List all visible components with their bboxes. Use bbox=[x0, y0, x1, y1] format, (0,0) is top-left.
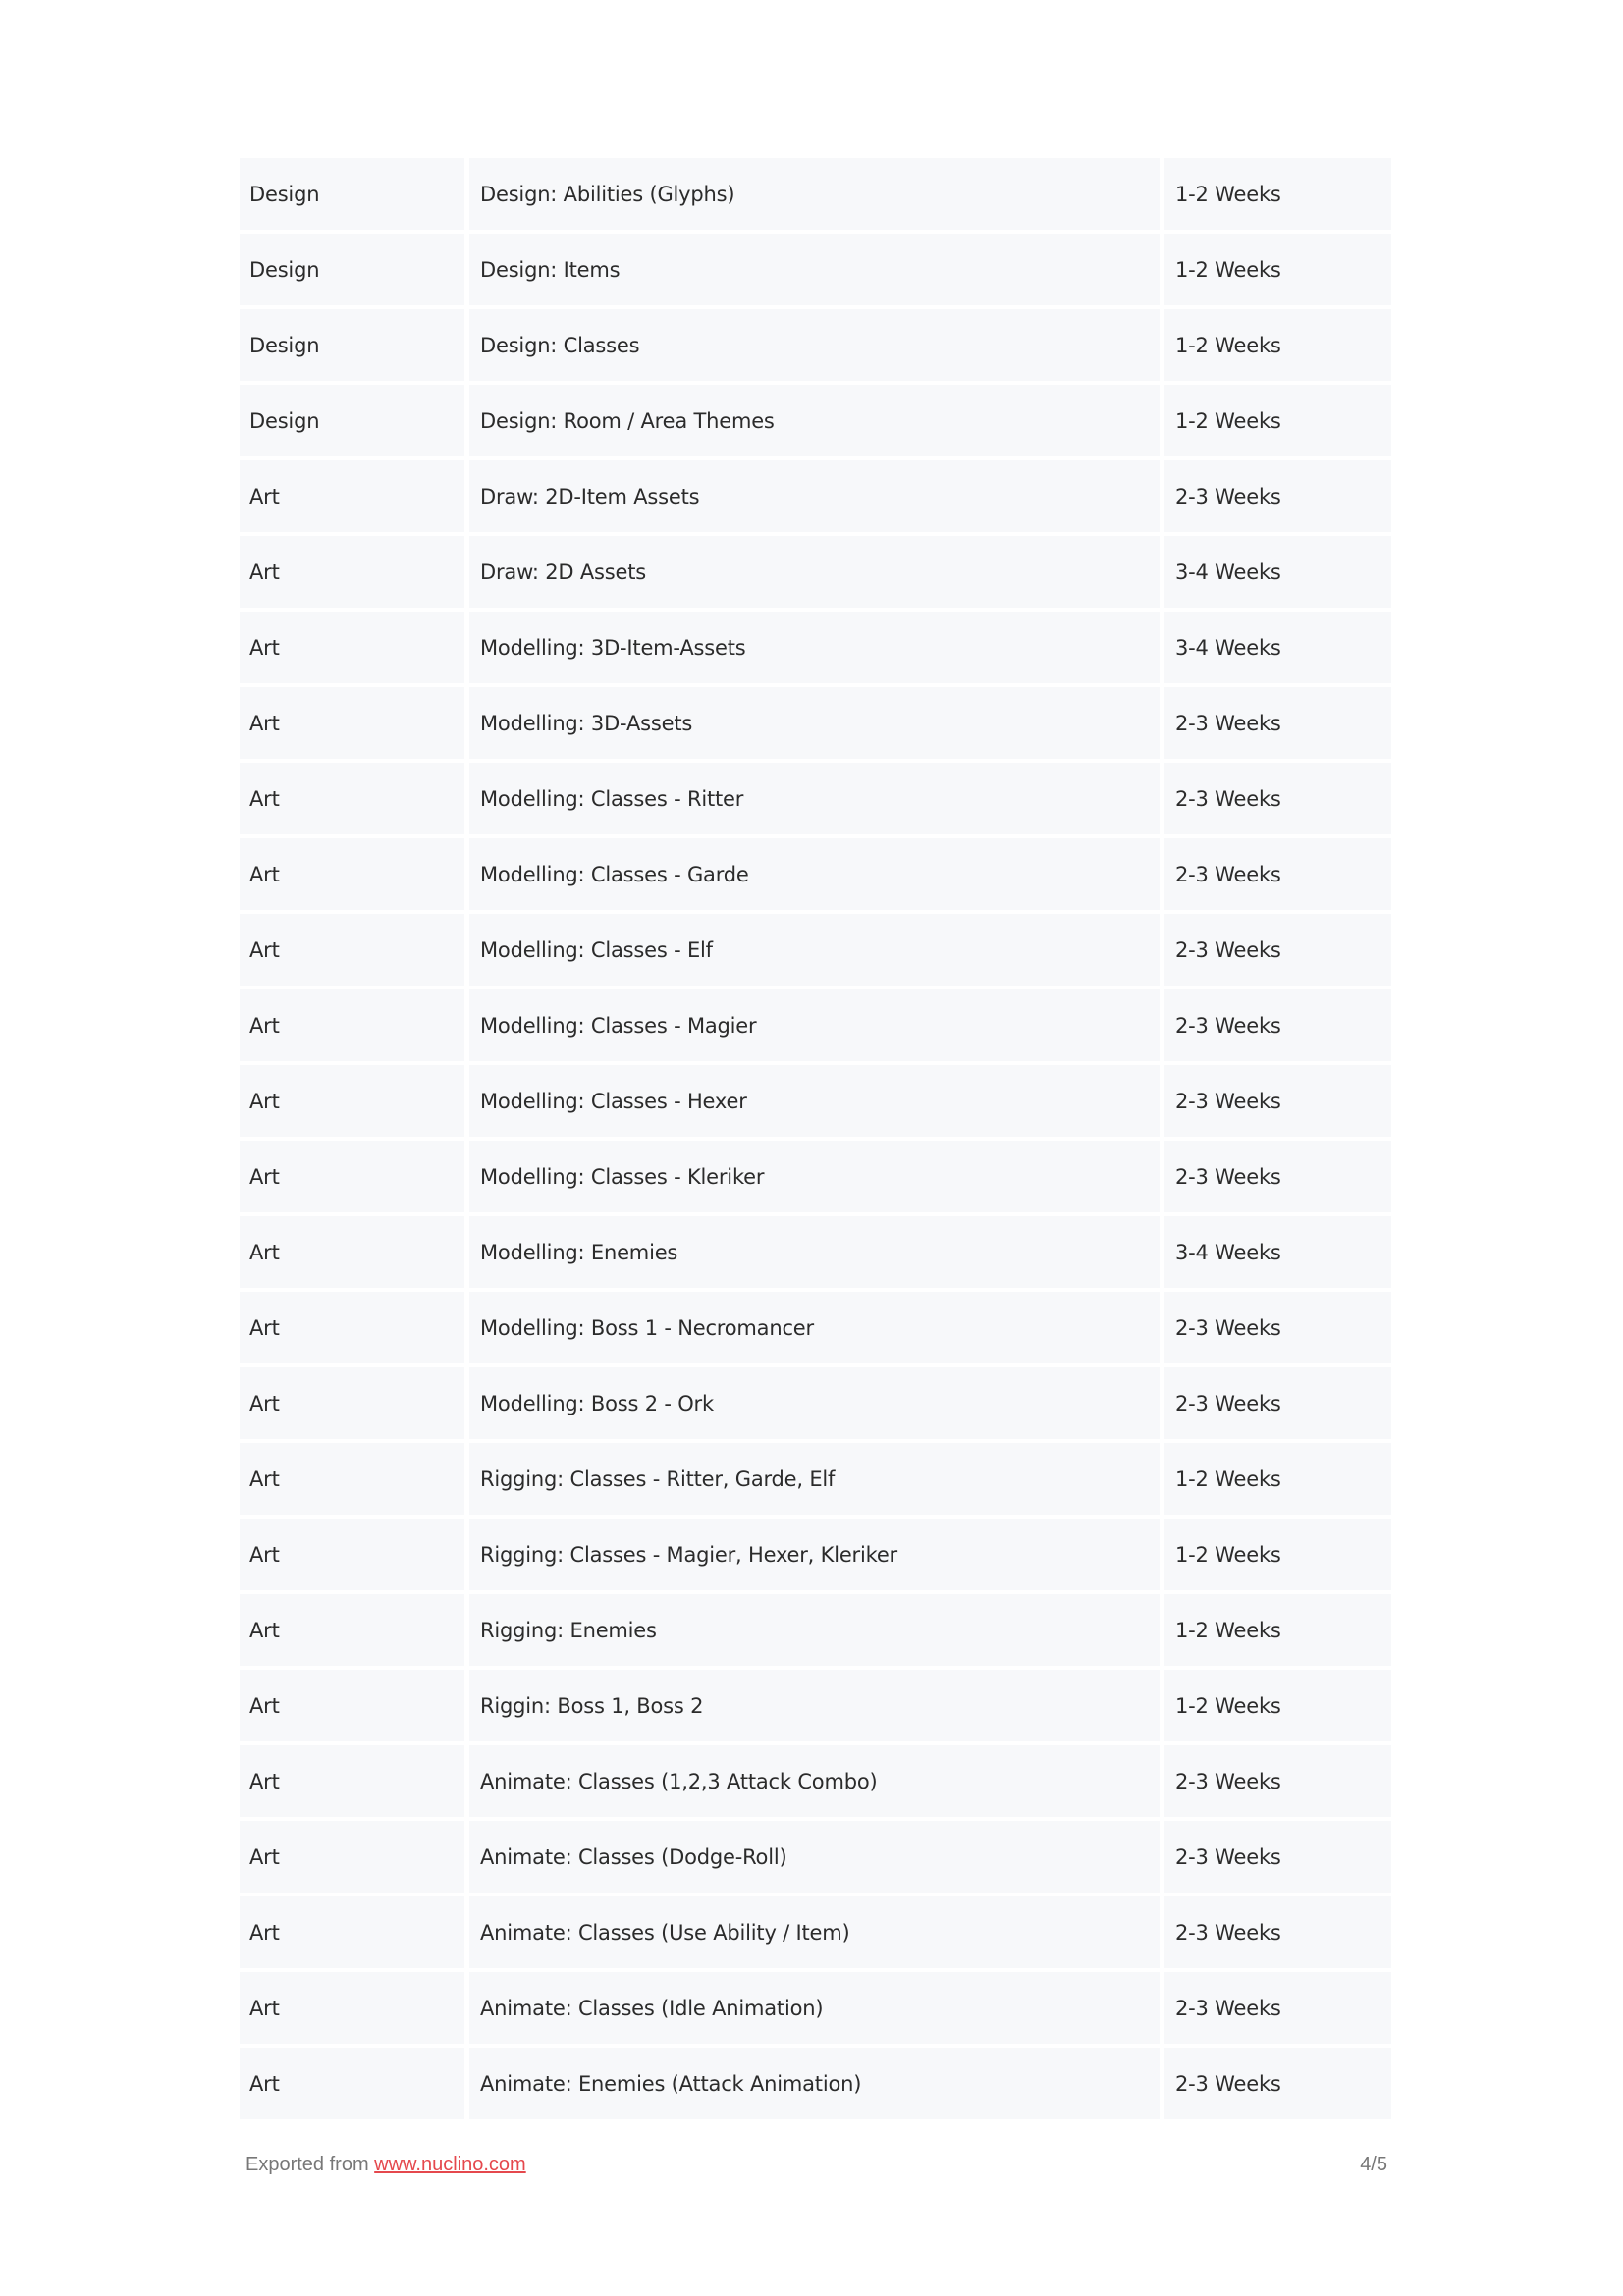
category-cell: Art bbox=[240, 1367, 464, 1439]
table-row bbox=[240, 309, 1391, 381]
task-cell: Animate: Classes (Dodge-Roll) bbox=[469, 1821, 1160, 1893]
duration-cell: 2-3 Weeks bbox=[1164, 838, 1391, 910]
table-row bbox=[240, 763, 1391, 834]
task-cell: Rigging: Classes - Magier, Hexer, Kleriker bbox=[469, 1519, 1160, 1590]
duration-cell: 1-2 Weeks bbox=[1164, 234, 1391, 305]
duration-cell: 2-3 Weeks bbox=[1164, 1065, 1391, 1137]
duration-cell: 2-3 Weeks bbox=[1164, 763, 1391, 834]
task-cell: Design: Abilities (Glyphs) bbox=[469, 158, 1160, 230]
category-cell: Art bbox=[240, 2048, 464, 2119]
table-row bbox=[240, 158, 1391, 230]
category-cell: Art bbox=[240, 1745, 464, 1817]
category-cell: Art bbox=[240, 1670, 464, 1741]
category-cell: Art bbox=[240, 1065, 464, 1137]
nuclino-link[interactable]: www.nuclino.com bbox=[374, 2154, 526, 2175]
category-cell: Art bbox=[240, 460, 464, 532]
category-cell: Design bbox=[240, 385, 464, 456]
duration-cell: 1-2 Weeks bbox=[1164, 158, 1391, 230]
export-note bbox=[245, 2154, 526, 2176]
table-row bbox=[240, 1745, 1391, 1817]
task-cell: Modelling: Classes - Elf bbox=[469, 914, 1160, 986]
table-row bbox=[240, 385, 1391, 456]
task-cell: Design: Items bbox=[469, 234, 1160, 305]
duration-cell: 2-3 Weeks bbox=[1164, 1972, 1391, 2044]
category-cell: Design bbox=[240, 234, 464, 305]
duration-cell: 2-3 Weeks bbox=[1164, 1367, 1391, 1439]
task-cell: Draw: 2D-Item Assets bbox=[469, 460, 1160, 532]
table-row bbox=[240, 687, 1391, 759]
export-note-prefix: Exported from bbox=[245, 2154, 375, 2175]
duration-cell: 2-3 Weeks bbox=[1164, 2048, 1391, 2119]
category-cell: Art bbox=[240, 687, 464, 759]
page-number: 4/5 bbox=[1360, 2154, 1387, 2175]
category-cell: Art bbox=[240, 1443, 464, 1515]
category-cell: Art bbox=[240, 914, 464, 986]
category-cell: Art bbox=[240, 1821, 464, 1893]
table-row bbox=[240, 1216, 1391, 1288]
duration-cell: 1-2 Weeks bbox=[1164, 385, 1391, 456]
duration-cell: 2-3 Weeks bbox=[1164, 687, 1391, 759]
category-cell: Art bbox=[240, 989, 464, 1061]
task-cell: Modelling: Boss 1 - Necromancer bbox=[469, 1292, 1160, 1363]
duration-cell: 2-3 Weeks bbox=[1164, 460, 1391, 532]
task-cell: Animate: Classes (Idle Animation) bbox=[469, 1972, 1160, 2044]
table-row bbox=[240, 234, 1391, 305]
table-row bbox=[240, 1065, 1391, 1137]
category-cell: Art bbox=[240, 1972, 464, 2044]
table-row bbox=[240, 1367, 1391, 1439]
table-row bbox=[240, 1821, 1391, 1893]
table-row bbox=[240, 989, 1391, 1061]
category-cell: Art bbox=[240, 1896, 464, 1968]
duration-cell: 2-3 Weeks bbox=[1164, 1745, 1391, 1817]
task-cell: Design: Room / Area Themes bbox=[469, 385, 1160, 456]
category-cell: Art bbox=[240, 1292, 464, 1363]
category-cell: Art bbox=[240, 838, 464, 910]
table-row bbox=[240, 612, 1391, 683]
duration-cell: 2-3 Weeks bbox=[1164, 1141, 1391, 1212]
task-cell: Modelling: Classes - Magier bbox=[469, 989, 1160, 1061]
duration-cell: 3-4 Weeks bbox=[1164, 612, 1391, 683]
task-cell: Rigging: Classes - Ritter, Garde, Elf bbox=[469, 1443, 1160, 1515]
table-row bbox=[240, 1670, 1391, 1741]
task-cell: Riggin: Boss 1, Boss 2 bbox=[469, 1670, 1160, 1741]
duration-cell: 3-4 Weeks bbox=[1164, 536, 1391, 608]
table-row bbox=[240, 1594, 1391, 1666]
task-cell: Modelling: Classes - Ritter bbox=[469, 763, 1160, 834]
table-row bbox=[240, 2048, 1391, 2119]
duration-cell: 1-2 Weeks bbox=[1164, 1670, 1391, 1741]
table-row bbox=[240, 1519, 1391, 1590]
category-cell: Art bbox=[240, 1141, 464, 1212]
category-cell: Design bbox=[240, 309, 464, 381]
task-cell: Design: Classes bbox=[469, 309, 1160, 381]
table-row bbox=[240, 460, 1391, 532]
table-row bbox=[240, 914, 1391, 986]
category-cell: Art bbox=[240, 1216, 464, 1288]
duration-cell: 2-3 Weeks bbox=[1164, 914, 1391, 986]
table-row bbox=[240, 1896, 1391, 1968]
duration-cell: 2-3 Weeks bbox=[1164, 989, 1391, 1061]
task-cell: Draw: 2D Assets bbox=[469, 536, 1160, 608]
table-row bbox=[240, 1141, 1391, 1212]
task-table bbox=[240, 158, 1391, 2123]
table-row bbox=[240, 1443, 1391, 1515]
duration-cell: 2-3 Weeks bbox=[1164, 1896, 1391, 1968]
task-cell: Modelling: Boss 2 - Ork bbox=[469, 1367, 1160, 1439]
category-cell: Art bbox=[240, 1594, 464, 1666]
category-cell: Art bbox=[240, 1519, 464, 1590]
page-footer bbox=[245, 2154, 1387, 2183]
task-cell: Animate: Enemies (Attack Animation) bbox=[469, 2048, 1160, 2119]
task-cell: Animate: Classes (1,2,3 Attack Combo) bbox=[469, 1745, 1160, 1817]
task-cell: Rigging: Enemies bbox=[469, 1594, 1160, 1666]
table-row bbox=[240, 1972, 1391, 2044]
table-row bbox=[240, 838, 1391, 910]
duration-cell: 1-2 Weeks bbox=[1164, 1594, 1391, 1666]
task-cell: Modelling: Classes - Kleriker bbox=[469, 1141, 1160, 1212]
duration-cell: 2-3 Weeks bbox=[1164, 1821, 1391, 1893]
duration-cell: 1-2 Weeks bbox=[1164, 1443, 1391, 1515]
duration-cell: 1-2 Weeks bbox=[1164, 1519, 1391, 1590]
task-cell: Modelling: Classes - Hexer bbox=[469, 1065, 1160, 1137]
table-row bbox=[240, 536, 1391, 608]
category-cell: Design bbox=[240, 158, 464, 230]
duration-cell: 2-3 Weeks bbox=[1164, 1292, 1391, 1363]
duration-cell: 1-2 Weeks bbox=[1164, 309, 1391, 381]
category-cell: Art bbox=[240, 536, 464, 608]
task-cell: Modelling: Classes - Garde bbox=[469, 838, 1160, 910]
task-cell: Modelling: Enemies bbox=[469, 1216, 1160, 1288]
table-row bbox=[240, 1292, 1391, 1363]
duration-cell: 3-4 Weeks bbox=[1164, 1216, 1391, 1288]
category-cell: Art bbox=[240, 763, 464, 834]
category-cell: Art bbox=[240, 612, 464, 683]
task-cell: Animate: Classes (Use Ability / Item) bbox=[469, 1896, 1160, 1968]
task-cell: Modelling: 3D-Item-Assets bbox=[469, 612, 1160, 683]
task-cell: Modelling: 3D-Assets bbox=[469, 687, 1160, 759]
